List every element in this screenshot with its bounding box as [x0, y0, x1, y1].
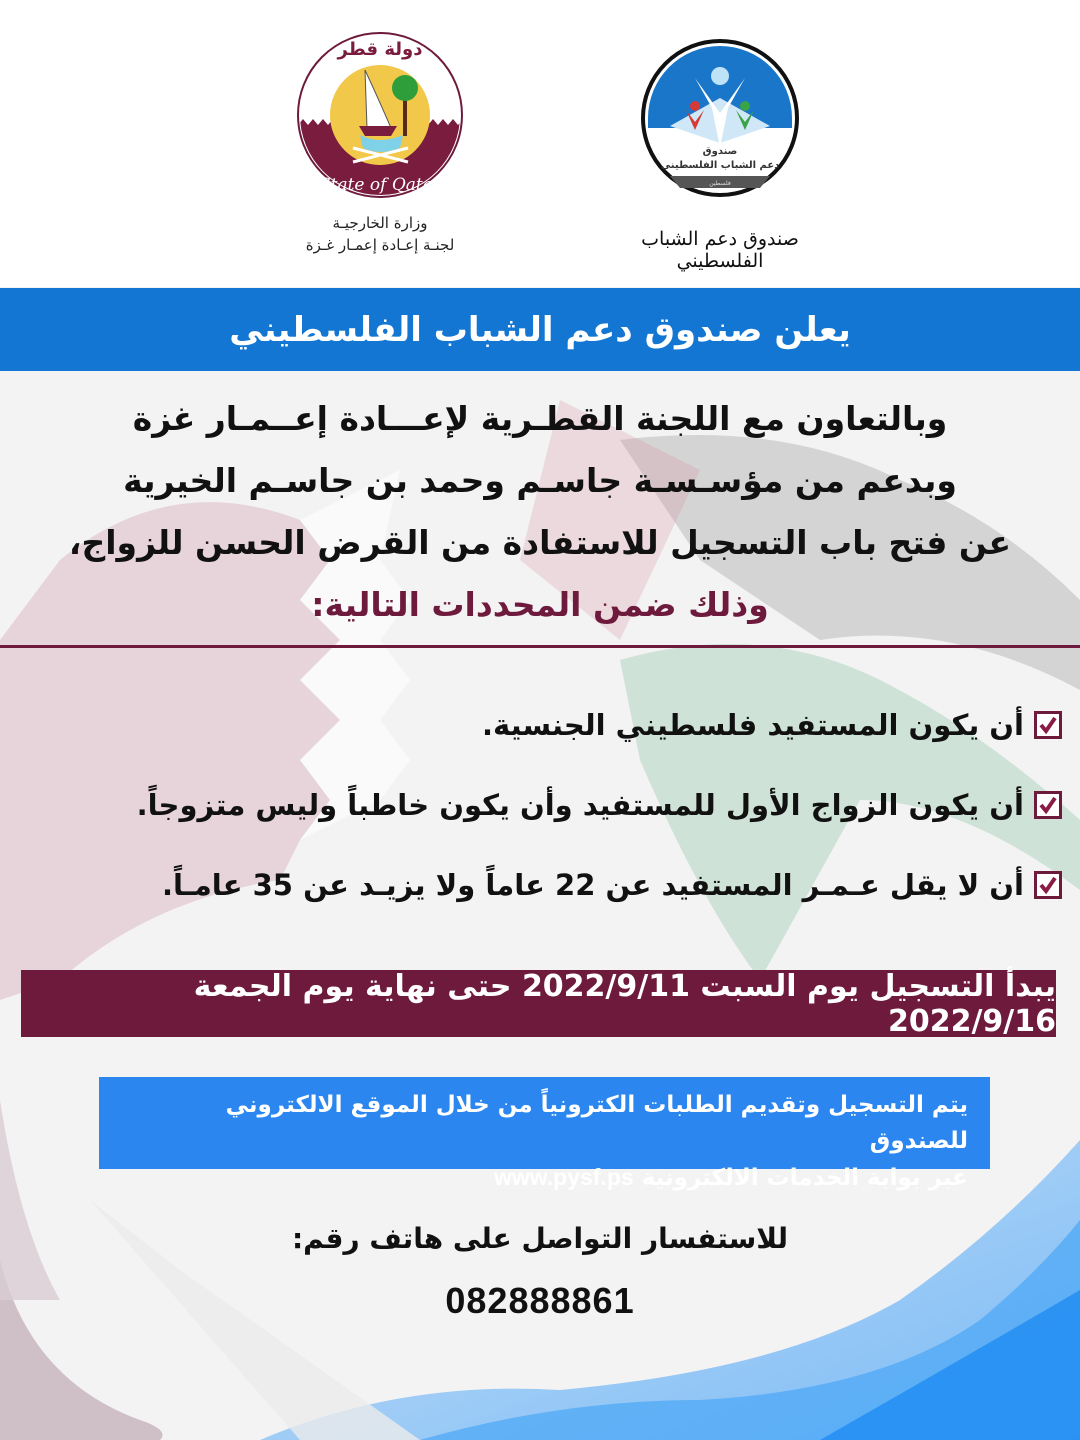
checkbox-checked-icon: [1034, 711, 1062, 739]
qatar-caption-line2: لجنـة إعـادة إعمـار غـزة: [305, 236, 455, 254]
info-line-2-text: عبر بوابة الخدمات الالكترونية: [641, 1165, 968, 1191]
banner-title: يعلن صندوق دعم الشباب الفلسطيني: [229, 309, 851, 350]
registration-date-text: يبدأ التسجيل يوم السبت 2022/9/11 حتى نهاية يوم الجمعة 2022/9/16: [193, 968, 1056, 1039]
qatar-caption-line1: وزارة الخارجيـة: [332, 214, 428, 232]
contact-phone-number[interactable]: 082888861: [445, 1280, 635, 1321]
criterion-item: [137, 785, 1062, 825]
emblem-top-text: دولة قطر: [337, 39, 422, 60]
checkbox-checked-icon: [1034, 791, 1062, 819]
website-link[interactable]: www.pysf.ps: [493, 1164, 634, 1190]
header: [0, 0, 1080, 287]
info-line-1: يتم التسجيل وتقديم الطلبات الكترونياً من خلال الموقع الالكتروني للصندوق: [225, 1092, 968, 1154]
pysf-emblem-text-2: دعم الشباب الفلسطيني: [660, 160, 780, 171]
contact-label: للاستفسار التواصل على هاتف رقم:: [291, 1222, 789, 1255]
intro-line-3: عن فتح باب التسجيل للاستفادة من القرض الحسن للزواج،: [68, 523, 1012, 562]
criterion-item: [137, 705, 1062, 745]
pysf-emblem-footer: فلسطين: [709, 180, 731, 187]
criterion-text: أن لا يقل عـمـر المستفيد عن 22 عاماً ولا يزيـد عن 35 عامـاً.: [162, 868, 1024, 902]
intro-line-4-conditions-heading: وذلك ضمن المحددات التالية:: [311, 585, 769, 624]
pysf-emblem-icon: [640, 38, 800, 198]
section-divider: [0, 645, 1080, 648]
online-registration-info: [99, 1077, 990, 1191]
intro-line-1: وبالتعاون مع اللجنة القطـرية لإعـــادة إعــمـار غزة: [132, 399, 948, 438]
criterion-item: [137, 865, 1062, 905]
info-line-2: [121, 1159, 968, 1196]
pysf-logo-block: [595, 38, 845, 272]
state-of-qatar-emblem-icon: [293, 30, 468, 200]
emblem-bottom-text: State of Qatar: [318, 175, 441, 195]
registration-date-banner: [21, 970, 1056, 1037]
pysf-emblem-text-1: صندوق: [702, 146, 738, 157]
criterion-text: أن يكون الزواج الأول للمستفيد وأن يكون خاطباً وليس متزوجاً.: [136, 788, 1024, 822]
qatar-logo-block: [280, 30, 480, 256]
pysf-caption: صندوق دعم الشباب الفلسطيني: [641, 228, 799, 272]
intro-line-2: وبدعم من مؤسـسـة جاسـم وحمد بن جاسـم الخيرية: [123, 461, 957, 500]
intro-paragraph: [0, 388, 1080, 636]
criterion-text: أن يكون المستفيد فلسطيني الجنسية.: [482, 708, 1024, 742]
announcement-banner: [0, 288, 1080, 371]
criteria-list: [137, 705, 1062, 945]
checkbox-checked-icon: [1034, 871, 1062, 899]
